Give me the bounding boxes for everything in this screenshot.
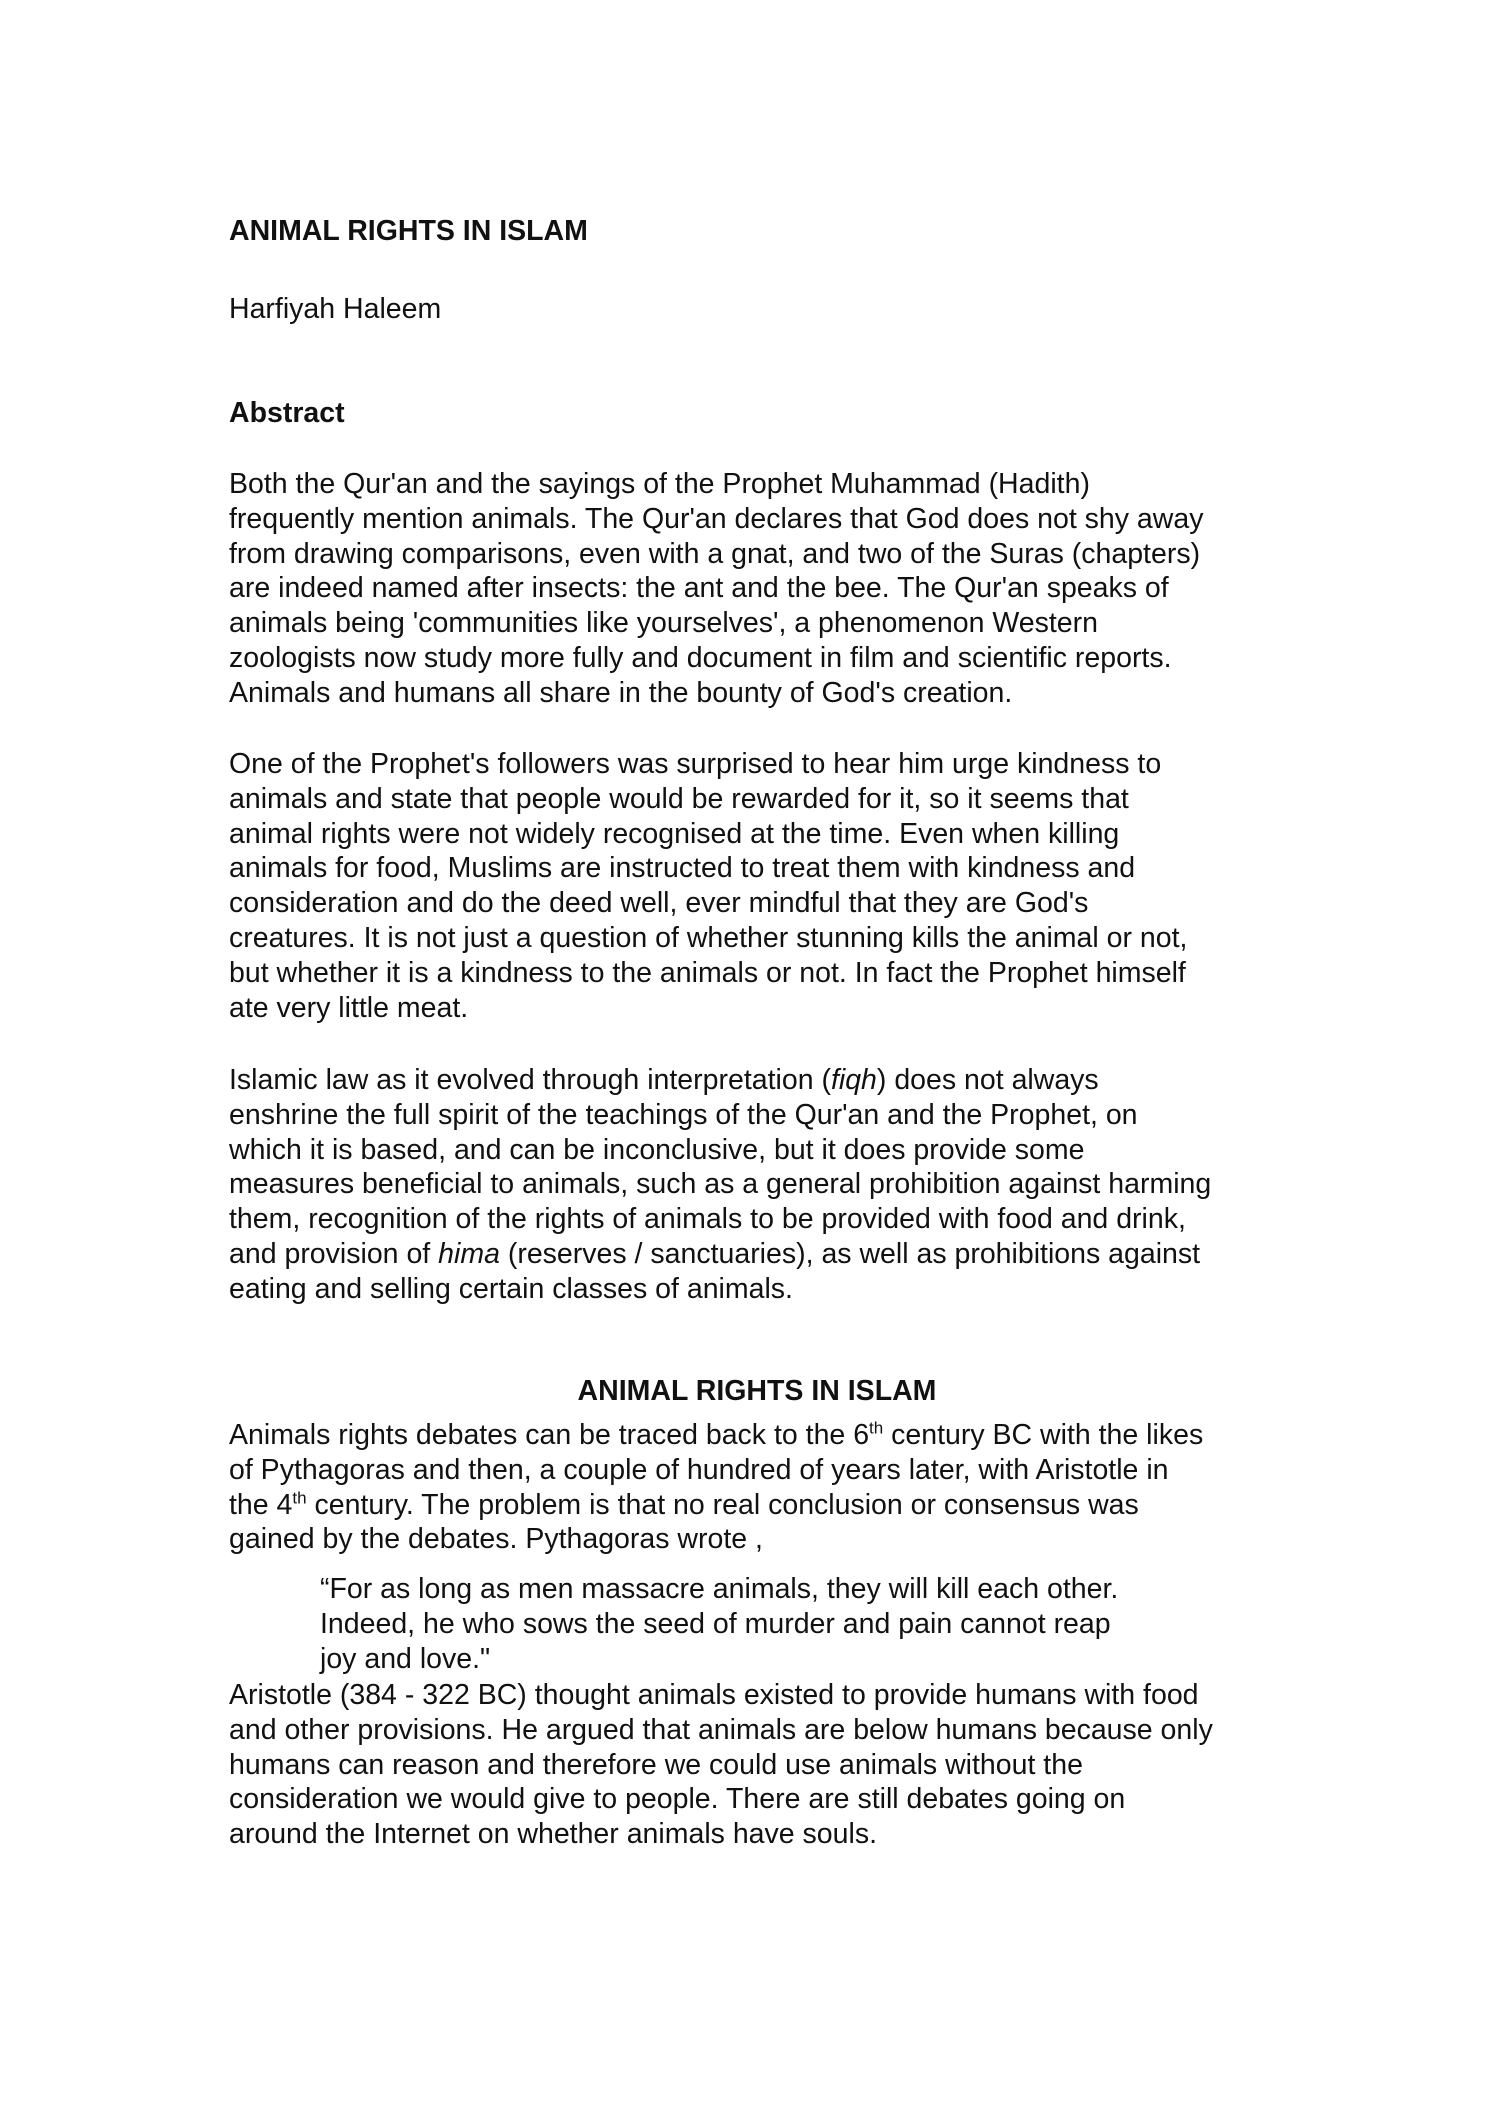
text-line: creatures. It is not just a question of whether stunning kills the animal or not, — [229, 921, 1188, 954]
text-line: consideration we would give to people. There are still debates going on — [229, 1783, 1126, 1816]
text-line: ate very little meat. — [229, 991, 469, 1024]
text-line: are indeed named after insects: the ant and the bee. The Qur'an speaks of — [229, 572, 1169, 605]
text-line: Both the Qur'an and the sayings of the Prophet Muhammad (Hadith) — [229, 468, 1090, 500]
text-line: One of the Prophet's followers was surprised to hear him urge kindness to — [229, 748, 1162, 780]
section-paragraph-2 — [229, 1678, 1213, 1852]
text-line: animals and state that people would be rewarded for it, so it seems that — [229, 782, 1129, 815]
text-line: consideration and do the deed well, ever mindful that they are God's — [229, 887, 1089, 920]
text-line: zoologists now study more fully and document in film and scientific reports. — [229, 641, 1172, 674]
text-span: the 4 — [229, 1488, 293, 1521]
text-line: eating and selling certain classes of animals. — [229, 1272, 793, 1305]
text-line: which it is based, and can be inconclusive, but it does provide some — [229, 1133, 1085, 1166]
pythagoras-quote — [320, 1572, 1118, 1676]
italic-term: hima — [438, 1237, 500, 1270]
text-line: them, recognition of the rights of animals to be provided with food and drink, — [229, 1203, 1186, 1236]
text-span: Animals rights debates can be traced back to the 6 — [229, 1419, 870, 1451]
text-span: century. The problem is that no real conclusion or consensus was — [306, 1488, 1139, 1521]
text-line: and other provisions. He argued that animals are below humans because only — [229, 1713, 1213, 1746]
text-line: measures beneficial to animals, such as a general prohibition against harming — [229, 1168, 1212, 1201]
text-line: around the Internet on whether animals have souls. — [229, 1818, 877, 1851]
text-line: animals for food, Muslims are instructed to treat them with kindness and — [229, 852, 1136, 885]
text-line: gained by the debates. Pythagoras wrote , — [229, 1523, 763, 1556]
text-line — [229, 1488, 1203, 1523]
text-span: and provision of — [229, 1237, 439, 1270]
document-title: ANIMAL RIGHTS IN ISLAM — [229, 215, 588, 247]
quote-line: “For as long as men massacre animals, they will kill each other. — [320, 1573, 1119, 1605]
text-span: Islamic law as it evolved through interpretation ( — [229, 1064, 831, 1096]
quote-line: Indeed, he who sows the seed of murder and pain cannot reap — [320, 1607, 1111, 1640]
text-line — [229, 1237, 1211, 1272]
abstract-paragraph-1 — [229, 467, 1203, 711]
text-span: century BC with the likes — [883, 1419, 1204, 1451]
section-paragraph-1 — [229, 1418, 1203, 1557]
text-span: (reserves / sanctuaries), as well as prohibitions against — [499, 1237, 1201, 1270]
author-name: Harfiyah Haleem — [229, 293, 442, 325]
text-line: enshrine the full spirit of the teachings of the Qur'an and the Prophet, on — [229, 1098, 1138, 1131]
italic-term: fiqh — [830, 1064, 877, 1096]
text-line: animals being 'communities like yourselves', a phenomenon Western — [229, 607, 1098, 640]
text-line: Animals and humans all share in the bounty of God's creation. — [229, 676, 1013, 709]
text-line: Aristotle (384 - 322 BC) thought animals existed to provide humans with food — [229, 1679, 1199, 1711]
section-heading: ANIMAL RIGHTS IN ISLAM — [577, 1375, 937, 1407]
text-line: humans can reason and therefore we could use animals without the — [229, 1748, 1083, 1781]
text-line: of Pythagoras and then, a couple of hundred of years later, with Aristotle in — [229, 1453, 1169, 1486]
superscript: th — [869, 1418, 884, 1438]
superscript: th — [292, 1488, 307, 1508]
text-line: animal rights were not widely recognised at the time. Even when killing — [229, 817, 1120, 850]
text-line — [229, 1063, 1211, 1098]
text-span: ) does not always — [876, 1064, 1099, 1096]
abstract-paragraph-2 — [229, 747, 1187, 1025]
text-line: frequently mention animals. The Qur'an declares that God does not shy away — [229, 502, 1204, 535]
quote-line: joy and love." — [320, 1642, 491, 1675]
abstract-paragraph-3 — [229, 1063, 1211, 1307]
text-line: but whether it is a kindness to the animals or not. In fact the Prophet himself — [229, 956, 1186, 989]
text-line — [229, 1418, 1203, 1453]
text-line: from drawing comparisons, even with a gnat, and two of the Suras (chapters) — [229, 537, 1201, 570]
abstract-heading: Abstract — [229, 397, 345, 429]
